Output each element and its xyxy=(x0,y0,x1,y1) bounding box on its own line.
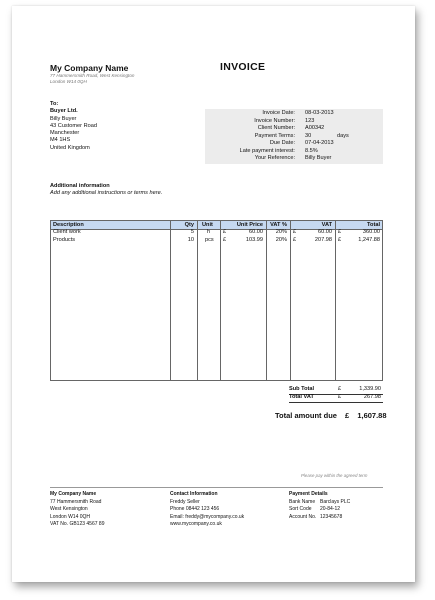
totals-block xyxy=(281,386,383,402)
meta-row xyxy=(205,133,383,140)
additional-info-text: Add any additional instructions or terms here. xyxy=(50,190,163,196)
row-description: Client work xyxy=(53,229,81,235)
meta-value: A00342 xyxy=(305,125,325,131)
header-vat-percent: VAT % xyxy=(270,222,287,228)
subtotal-label: Sub Total xyxy=(289,386,315,392)
meta-row xyxy=(205,125,383,132)
meta-value: 8.5% xyxy=(305,147,318,154)
meta-label: Your Reference: xyxy=(254,155,295,161)
meta-label: Invoice Number: xyxy=(254,117,295,124)
payment-value: Barclays PLC xyxy=(320,498,351,505)
meta-label: Late payment interest: xyxy=(239,147,295,154)
column-divider xyxy=(290,221,291,380)
payment-row xyxy=(289,514,383,522)
row-total-currency: £ xyxy=(338,236,342,243)
recipient-line: Billy Buyer xyxy=(50,115,77,122)
subtotal-currency: £ xyxy=(338,386,342,392)
meta-row xyxy=(205,140,383,147)
payment-key: Bank Name xyxy=(289,498,316,505)
header-unit-price: Unit Price xyxy=(236,222,263,228)
footer-company-line: 77 Hammersmith Road xyxy=(50,498,102,505)
header-unit: Unit xyxy=(202,222,213,228)
footer-company-title: My Company Name xyxy=(50,491,97,497)
payment-key: Sort Code xyxy=(289,506,312,513)
row-vat-currency: £ xyxy=(293,236,297,243)
company-name: My Company Name xyxy=(50,63,129,73)
payment-key: Account No. xyxy=(289,513,317,520)
row-currency: £ xyxy=(223,229,227,235)
row-unit-price: 103.99 xyxy=(245,236,263,243)
invoice-meta-box xyxy=(205,109,383,164)
meta-row xyxy=(205,148,383,155)
footer-company-line: London W14 0QH xyxy=(50,513,91,520)
row-unit: pcs xyxy=(205,236,214,243)
row-vat-currency: £ xyxy=(293,229,297,235)
column-divider xyxy=(197,221,198,380)
meta-label: Invoice Date: xyxy=(262,110,295,116)
meta-unit: days xyxy=(337,132,349,139)
row-description: Products xyxy=(53,236,76,243)
to-label: To: xyxy=(50,101,59,107)
column-divider xyxy=(170,221,171,380)
header-qty: Qty xyxy=(184,222,194,228)
invoice-sheet xyxy=(12,6,415,582)
company-address-line: 77 Hammersmith Road, West Kensington xyxy=(50,73,135,78)
row-total: 360.00 xyxy=(362,229,380,235)
row-qty: 10 xyxy=(187,236,194,243)
recipient-line: M4 1HS xyxy=(50,137,71,144)
column-divider xyxy=(266,221,267,380)
footer-company-line: West Kensington xyxy=(50,506,88,513)
subtotal-value: 1,339.90 xyxy=(359,386,381,392)
table-header-row xyxy=(51,221,382,230)
payment-value: 12345678 xyxy=(320,513,343,520)
footer-contact-line: Email: freddy@mycompany.co.uk xyxy=(170,513,245,520)
footer-divider xyxy=(50,487,383,488)
footer-contact-title: Contact Information xyxy=(170,491,218,497)
recipient-line: 43 Customer Road xyxy=(50,122,97,129)
footer-company-column xyxy=(50,491,104,529)
header-vat: VAT xyxy=(321,222,332,228)
row-vat-percent: 20% xyxy=(275,236,287,243)
meta-label: Due Date: xyxy=(269,140,295,146)
meta-label: Client Number: xyxy=(257,125,295,131)
meta-row xyxy=(205,110,383,117)
totals-divider xyxy=(289,402,383,403)
meta-row xyxy=(205,155,383,162)
grand-total-currency: £ xyxy=(345,411,350,420)
row-unit: h xyxy=(207,229,211,235)
footer-contact-line: Phone 08442 123 456 xyxy=(170,506,220,513)
column-divider xyxy=(220,221,221,380)
row-qty: 5 xyxy=(190,229,194,235)
payment-value: 20-84-12 xyxy=(320,506,341,513)
meta-value: 07-04-2013 xyxy=(305,140,334,146)
total-vat-currency: £ xyxy=(338,394,342,400)
recipient-block xyxy=(50,101,97,152)
row-currency: £ xyxy=(223,236,227,243)
row-vat: 60.00 xyxy=(318,229,332,235)
meta-value: 08-03-2013 xyxy=(305,110,334,116)
total-vat-value: 267.98 xyxy=(363,394,381,400)
row-total-currency: £ xyxy=(338,229,342,235)
row-unit-price: 60.00 xyxy=(249,229,263,235)
recipient-line: Buyer Ltd. xyxy=(50,108,78,115)
footer-contact-column xyxy=(170,491,244,529)
payment-row xyxy=(289,506,383,514)
row-total: 1,247.88 xyxy=(358,236,380,243)
row-vat: 207.98 xyxy=(314,236,332,243)
payment-terms-note: Please pay within the agreed term xyxy=(301,473,368,478)
header-description: Description xyxy=(53,222,84,228)
meta-value: 123 xyxy=(305,117,315,124)
footer-payment-title: Payment Details xyxy=(289,491,328,497)
grand-total-row xyxy=(275,411,387,420)
meta-label: Payment Terms: xyxy=(254,132,295,139)
meta-value: Billy Buyer xyxy=(305,155,332,161)
footer-contact-line: Freddy Seller xyxy=(170,498,200,505)
company-address xyxy=(50,73,134,85)
invoice-title: INVOICE xyxy=(220,61,266,73)
footer-contact-line: www.mycompany.co.uk xyxy=(170,521,222,528)
line-items-table xyxy=(50,220,383,381)
footer-company-line: VAT No. GB123 4567 89 xyxy=(50,521,105,528)
total-vat-row xyxy=(281,394,383,402)
grand-total-value: 1,607.88 xyxy=(357,411,387,420)
grand-total-label: Total amount due xyxy=(275,411,337,420)
footer-payment-column xyxy=(289,491,383,521)
additional-info-title: Additional information xyxy=(50,183,110,189)
header-total: Total xyxy=(367,222,380,228)
company-city-line: London W14 0QH xyxy=(50,79,87,84)
payment-row xyxy=(289,499,383,507)
meta-value: 30 xyxy=(305,132,312,139)
recipient-line: Manchester xyxy=(50,130,80,137)
recipient-line: United Kingdom xyxy=(50,144,90,151)
total-vat-label: Total VAT xyxy=(289,394,314,400)
meta-row xyxy=(205,118,383,125)
row-vat-percent: 20% xyxy=(275,229,287,235)
column-divider xyxy=(335,221,336,380)
